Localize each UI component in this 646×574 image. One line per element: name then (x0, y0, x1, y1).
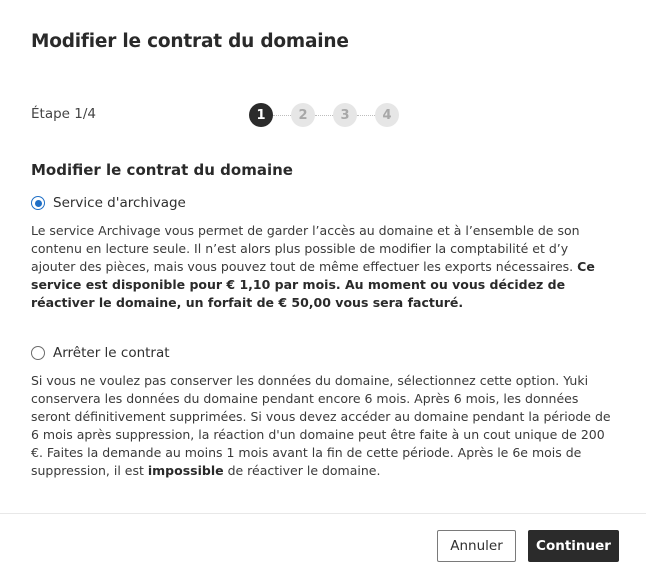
continue-button[interactable]: Continuer (528, 530, 619, 562)
archive-description (31, 222, 615, 312)
archive-radio[interactable] (31, 196, 45, 210)
step-connector (315, 115, 333, 116)
step-2: 2 (291, 103, 315, 127)
stop-description-emphasis: impossible (147, 463, 224, 478)
dialog-title: Modifier le contrat du domaine (31, 31, 349, 52)
stop-contract-option[interactable] (31, 345, 170, 361)
archive-pricing-text: Ce service est disponible pour € 1,10 par mois. Au moment ou vous décidez de réactiver le domaine, un forfait de € 50,00 vous sera facturé. (31, 259, 595, 310)
stop-description-text: Si vous ne voulez pas conserver les données du domaine, sélectionnez cette option. Yuki conservera les données du domaine pendant encore 6 mois. Après 6 mois, les données seront définitivement supprimées. Si vous devez accéder au domaine pendant la période de 6 mois après suppression, la réaction d'un domaine peut être faite à un cout unique de 200 €. Faites la demande au moins 1 mois avant la fin de cette période. Après le 6e mois de suppression, il est (31, 373, 611, 478)
cancel-button[interactable]: Annuler (437, 530, 516, 562)
step-4: 4 (375, 103, 399, 127)
step-connector (357, 115, 375, 116)
stop-contract-description (31, 372, 615, 480)
stop-description-end: de réactiver le domaine. (223, 463, 381, 478)
step-3: 3 (333, 103, 357, 127)
stepper (249, 103, 399, 127)
stop-contract-radio[interactable] (31, 346, 45, 360)
step-connector (273, 115, 291, 116)
stop-contract-option-label: Arrêter le contrat (53, 345, 170, 361)
step-1: 1 (249, 103, 273, 127)
archive-description-text: Le service Archivage vous permet de garder l’accès au domaine et à l’ensemble de son contenu en lecture seule. Il n’est alors plus possible de modifier la comptabilité et d’y ajouter des pièces, mais vous pouvez tout de même effectuer les exports nécessaires. (31, 223, 580, 274)
footer-divider (0, 513, 646, 514)
archive-option-label: Service d'archivage (53, 195, 186, 211)
archive-option[interactable] (31, 195, 186, 211)
section-title: Modifier le contrat du domaine (31, 161, 293, 179)
step-label: Étape 1/4 (31, 106, 96, 122)
